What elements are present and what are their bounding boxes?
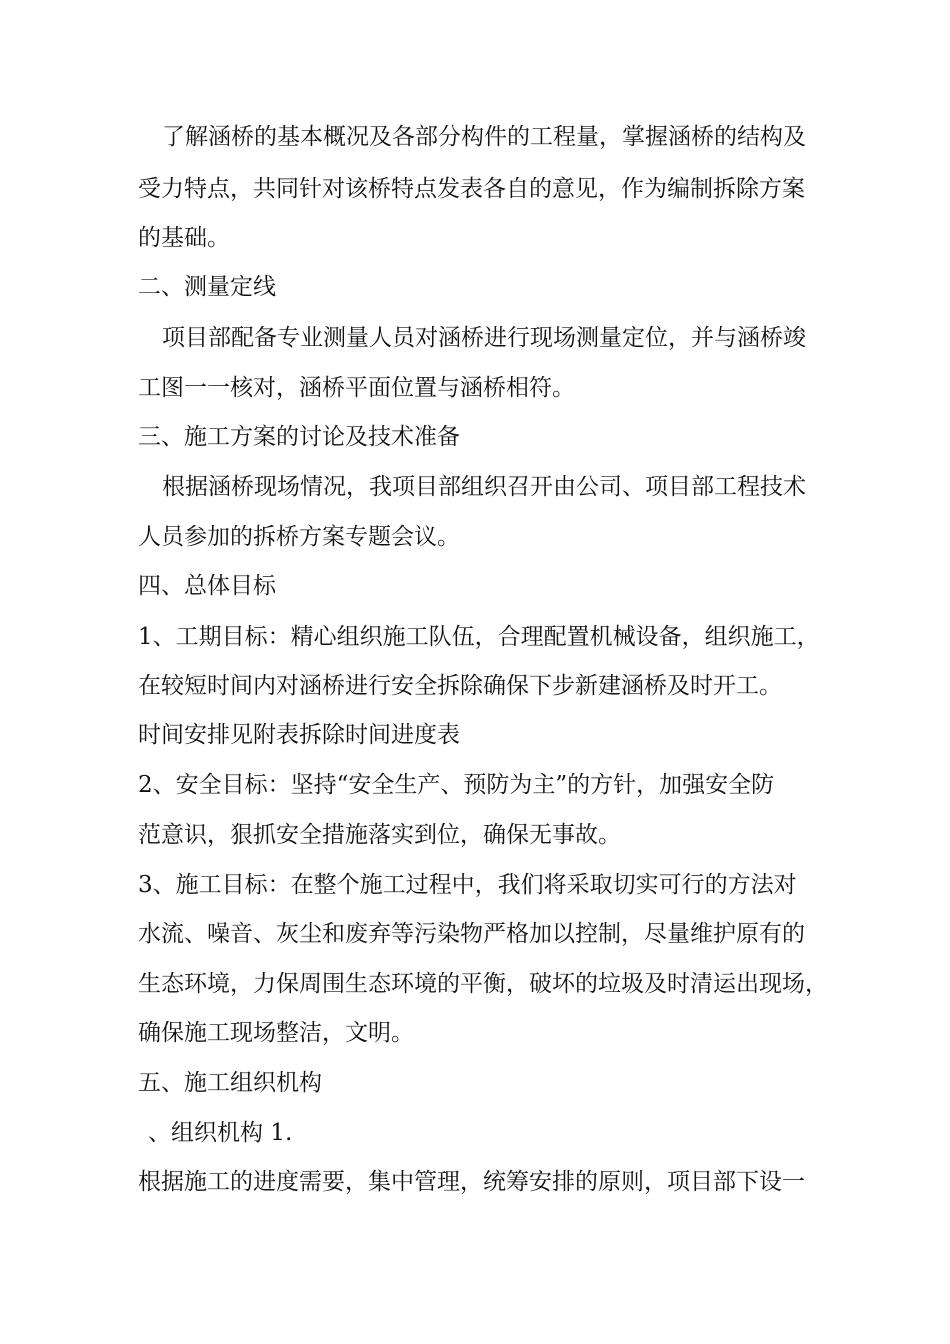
paragraph-line: 2、安全目标：坚持“安全生产、预防为主”的方针，加强安全防: [138, 772, 775, 798]
section-heading: 三、施工方案的讨论及技术准备: [138, 424, 460, 450]
paragraph-line: 时间安排见附表拆除时间进度表: [138, 722, 460, 748]
paragraph-line: 根据涵桥现场情况，我项目部组织召开由公司、项目部工程技术: [162, 474, 806, 500]
section-heading: 四、总体目标: [138, 573, 276, 599]
paragraph-line: 根据施工的进度需要，集中管理，统筹安排的原则，项目部下设一: [138, 1169, 805, 1195]
paragraph-line: 3、施工目标：在整个施工过程中，我们将采取切实可行的方法对: [138, 872, 797, 898]
subsection-heading: 、组织机构 1.: [148, 1120, 293, 1146]
paragraph-line: 生态环境，力保周围生态环境的平衡，破坏的垃圾及时清运出现场，: [138, 971, 828, 997]
paragraph-line: 在较短时间内对涵桥进行安全拆除确保下步新建涵桥及时开工。: [138, 673, 782, 699]
paragraph-line: 项目部配备专业测量人员对涵桥进行现场测量定位，并与涵桥竣: [162, 325, 806, 351]
paragraph-line: 1、工期目标：精心组织施工队伍，合理配置机械设备，组织施工，: [138, 624, 820, 650]
paragraph-line: 工图一一核对，涵桥平面位置与涵桥相符。: [138, 375, 575, 401]
section-heading: 五、施工组织机构: [138, 1070, 322, 1096]
paragraph-line: 确保施工现场整洁，文明。: [138, 1020, 414, 1046]
paragraph-line: 了解涵桥的基本概况及各部分构件的工程量，掌握涵桥的结构及: [162, 124, 806, 150]
paragraph-line: 人员参加的拆桥方案专题会议。: [138, 524, 460, 550]
paragraph-line: 水流、噪音、灰尘和废弃等污染物严格加以控制，尽量维护原有的: [138, 921, 805, 947]
section-heading: 二、测量定线: [138, 274, 276, 300]
paragraph-line: 的基础。: [138, 225, 230, 251]
paragraph-line: 受力特点，共同针对该桥特点发表各自的意见，作为编制拆除方案: [138, 176, 805, 202]
paragraph-line: 范意识，狠抓安全措施落实到位，确保无事故。: [138, 822, 621, 848]
